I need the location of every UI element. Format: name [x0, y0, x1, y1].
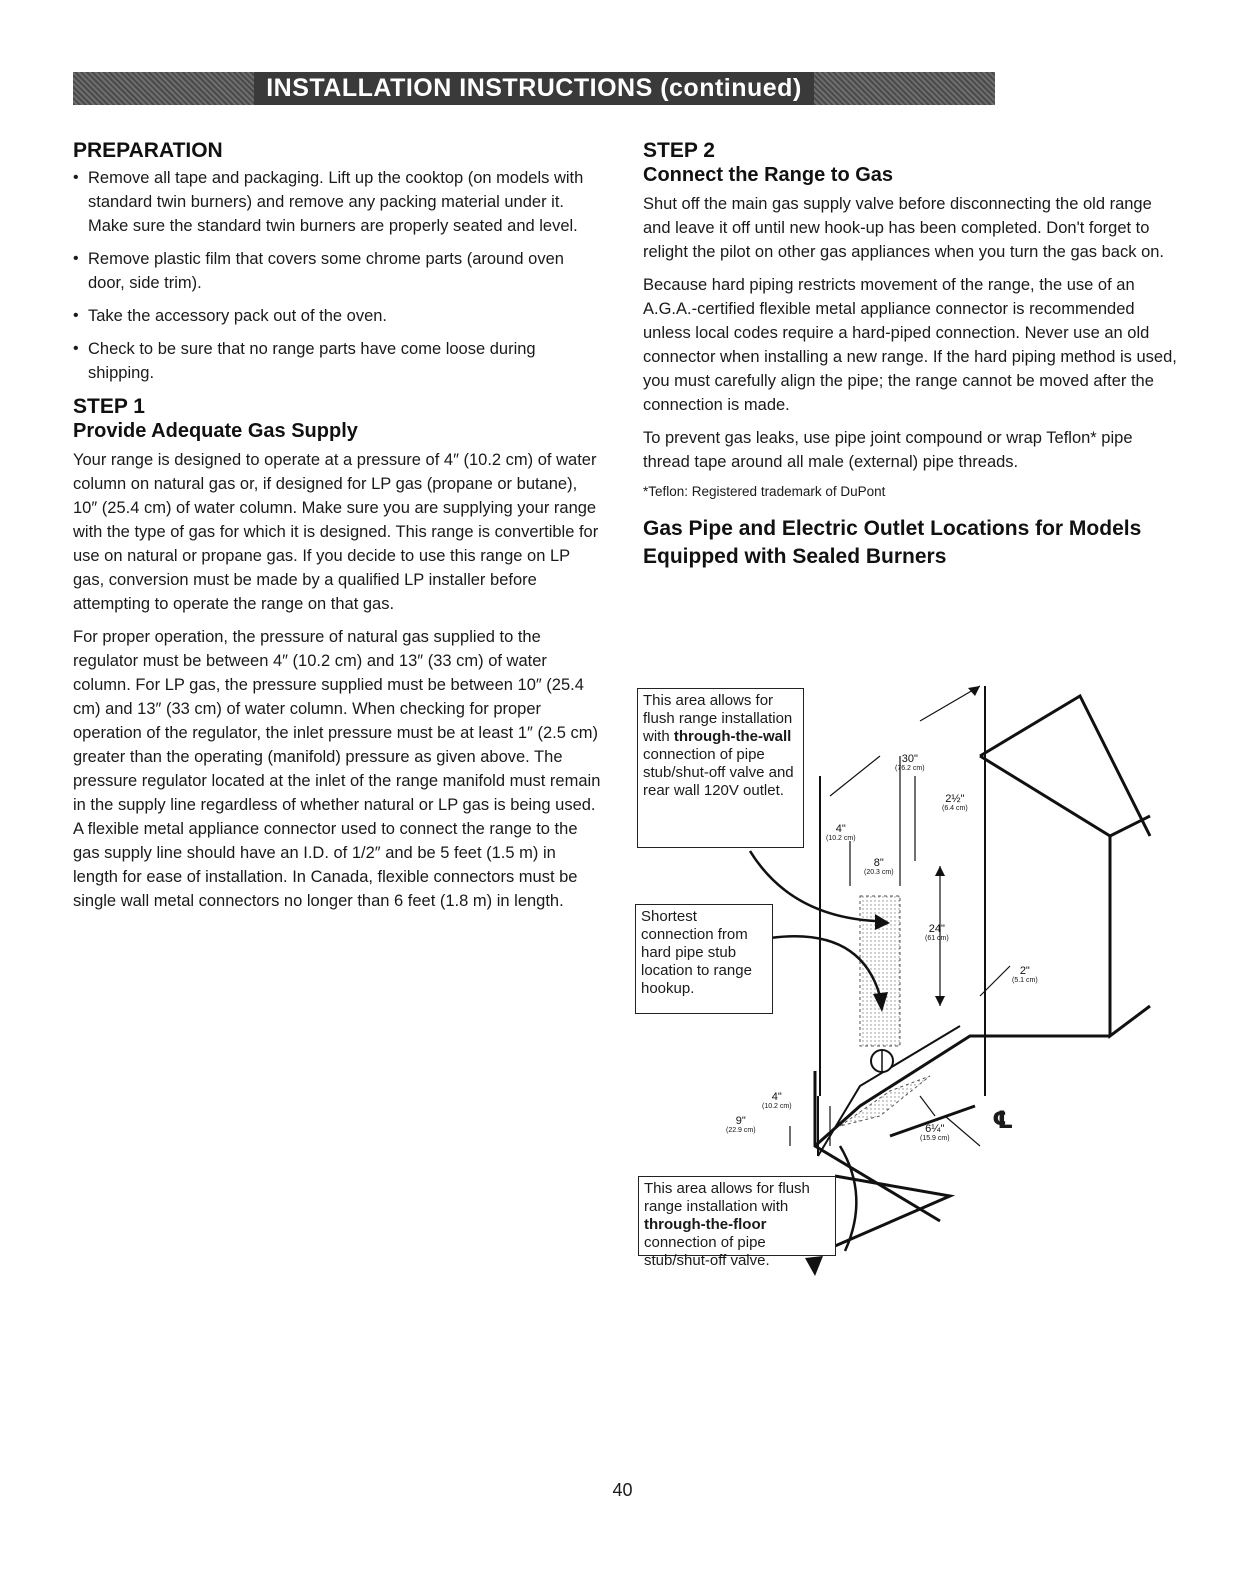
step2-paragraph: Because hard piping restricts movement of the range, the use of an A.G.A.-certified flexible metal appliance connector is recommended unless local codes require a hard-piped connection. Never use an old connector when installing a new range. If the hard piping method is used, you must carefully align the pipe; the range cannot be moved after the connection is made.: [643, 276, 1177, 414]
range-outline: [980, 696, 1150, 1036]
preparation-list: [73, 166, 605, 385]
dim-arrowhead: [968, 686, 980, 696]
callout-text: connection of pipe stub/shut-off valve and rear wall 120V outlet.: [643, 746, 794, 799]
diagram-title: Gas Pipe and Electric Outlet Locations for Models Equipped with Sealed Burners: [643, 517, 1142, 568]
step2-label: STEP 2: [643, 139, 715, 162]
step1-title: Provide Adequate Gas Supply: [73, 420, 358, 442]
dim-arrowhead: [935, 866, 945, 876]
dimension-label: 9" (22.9 cm): [726, 1115, 756, 1134]
list-item: • Remove plastic film that covers some chrome parts (around oven door, side trim).: [73, 247, 605, 295]
callout-emphasis: through-the-floor: [644, 1216, 767, 1233]
step2-title: Connect the Range to Gas: [643, 164, 894, 186]
dimension-label: 8" (20.3 cm): [864, 857, 894, 876]
dimension-label: 4" (10.2 cm): [826, 823, 856, 842]
callout-text: connection of pipe stub/shut-off valve.: [644, 1234, 770, 1269]
step2-paragraph: To prevent gas leaks, use pipe joint compound or wrap Teflon* pipe thread tape around all male (external) pipe threads.: [643, 429, 1133, 471]
right-column: [643, 138, 1183, 571]
callout-through-the-floor: [638, 1176, 836, 1269]
list-item: • Remove all tape and packaging. Lift up the cooktop (on models with standard twin burners) and remove any packing material under it. Make sure the standard twin burners are properly seated and level.: [73, 166, 605, 238]
floor-access-zone: [840, 1076, 930, 1126]
arrow-head: [805, 1256, 823, 1276]
callout-text: Shortest connection from hard pipe stub location to range hookup.: [641, 908, 752, 997]
dimension-label: 24" (61 cm): [925, 923, 949, 942]
dimension-label: 6¼" (15.9 cm): [920, 1123, 950, 1142]
dim-arrowhead: [935, 996, 945, 1006]
dimension-label: 4" (10.2 cm): [762, 1091, 792, 1110]
header-banner: [73, 72, 995, 105]
list-item: • Check to be sure that no range parts have come loose during shipping.: [73, 337, 605, 385]
callout-shortest-connection: [635, 904, 773, 1014]
list-item: • Take the accessory pack out of the oven.: [73, 304, 605, 328]
dimension-label: 2½" (6.4 cm): [942, 793, 968, 812]
dimension-label: 2" (5.1 cm): [1012, 965, 1038, 984]
step2-paragraph: Shut off the main gas supply valve before disconnecting the old range and leave it off until new hook-up has been completed. Don't forget to relight the pilot on other gas appliances when you turn the gas back on.: [643, 195, 1165, 261]
preparation-heading: PREPARATION: [73, 139, 223, 162]
floor-outline: [815, 1036, 1110, 1221]
callout-through-the-wall: [637, 688, 804, 848]
callout-emphasis: through-the-wall: [673, 728, 792, 745]
step1-label: STEP 1: [73, 395, 145, 418]
step1-paragraph: Your range is designed to operate at a pressure of 4″ (10.2 cm) of water column on natural gas or, if designed for LP gas (propane or butane), 10″ (25.4 cm) of water column. Make sure you are supplying your range with the type of gas for which it is designed. This range is convertible for use on natural or propane gas. If you decide to use this range on LP gas, conversion must be made by a qualified LP installer before attempting to operate the range on that gas.: [73, 451, 599, 613]
centerline-symbol: ℄: [992, 1107, 1014, 1134]
page-number: 40: [612, 1480, 633, 1500]
callout-text: This area allows for flush range installation with: [644, 1180, 810, 1215]
callout-text: This area allows for flush range installation with: [643, 692, 793, 745]
teflon-footnote: *Teflon: Registered trademark of DuPont: [643, 484, 886, 499]
step1-paragraph: For proper operation, the pressure of natural gas supplied to the regulator must be between 4″ (10.2 cm) and 13″ (33 cm) of water column. For LP gas, the pressure supplied must be between 10″ (25.4 cm) and 13″ (33 cm) of water column. When checking for proper operation of the regulator, the inlet pressure must be at least 1″ (2.5 cm) greater than the operating (manifold) pressure as given above. The pressure regulator located at the inlet of the range manifold must remain in the supply line regardless of whether natural or LP gas is being used. A flexible metal appliance connector used to connect the range to the gas supply line should have an I.D. of 1/2″ and be 5 feet (1.5 m) in length for ease of installation. In Canada, flexible connectors must be single wall metal connectors no longer than 6 feet (1.8 m) in length.: [73, 628, 601, 910]
page-header-title: INSTALLATION INSTRUCTIONS (continued): [254, 72, 814, 105]
left-column: [73, 138, 605, 922]
dimension-label: 30" (76.2 cm): [895, 753, 925, 772]
gas-pipe-location-diagram: [630, 676, 1190, 1276]
